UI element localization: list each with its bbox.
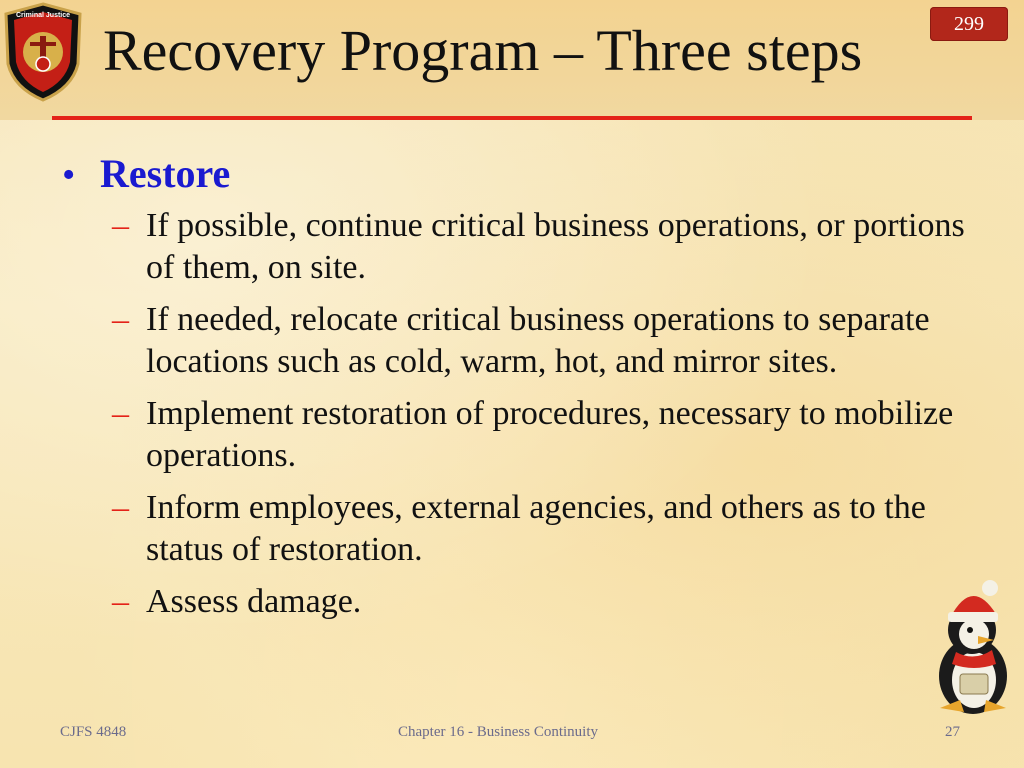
logo-text: Criminal Justice <box>15 12 71 19</box>
slide-content <box>62 150 982 633</box>
sub-bullet-text: Implement restoration of procedures, necessary to mobilize operations. <box>146 395 954 474</box>
sub-bullet-list <box>62 205 982 623</box>
footer-chapter: Chapter 16 - Business Continuity <box>398 724 598 740</box>
title-underline <box>52 116 972 120</box>
page-number-badge: 299 <box>930 7 1008 41</box>
sub-bullet-item <box>62 205 966 289</box>
footer-slide-number: 27 <box>945 724 960 740</box>
dash-icon: – <box>112 395 129 432</box>
footer-course-code: CJFS 4848 <box>60 724 127 740</box>
dash-icon: – <box>112 301 129 338</box>
sub-bullet-text: If needed, relocate critical business operations to separate locations such as cold, warm, hot, and mirror sites. <box>146 301 930 380</box>
sub-bullet-item <box>62 299 966 383</box>
sub-bullet-text: Assess damage. <box>146 583 362 620</box>
bullet-restore <box>62 150 982 197</box>
dash-icon: – <box>112 583 129 620</box>
penguin-mascot-icon <box>930 578 1016 718</box>
sub-bullet-item <box>62 393 966 477</box>
sub-bullet-item <box>62 581 966 623</box>
criminal-justice-seal-icon <box>2 2 84 102</box>
bullet-label: Restore <box>100 151 231 196</box>
sub-bullet-text: If possible, continue critical business operations, or portions of them, on site. <box>146 207 965 286</box>
dash-icon: – <box>112 207 129 244</box>
dash-icon: – <box>112 489 129 526</box>
slide-title: Recovery Program – Three steps <box>103 18 863 83</box>
sub-bullet-item <box>62 487 966 571</box>
bullet-dot-icon: • <box>62 154 76 196</box>
sub-bullet-text: Inform employees, external agencies, and others as to the status of restoration. <box>146 489 926 568</box>
